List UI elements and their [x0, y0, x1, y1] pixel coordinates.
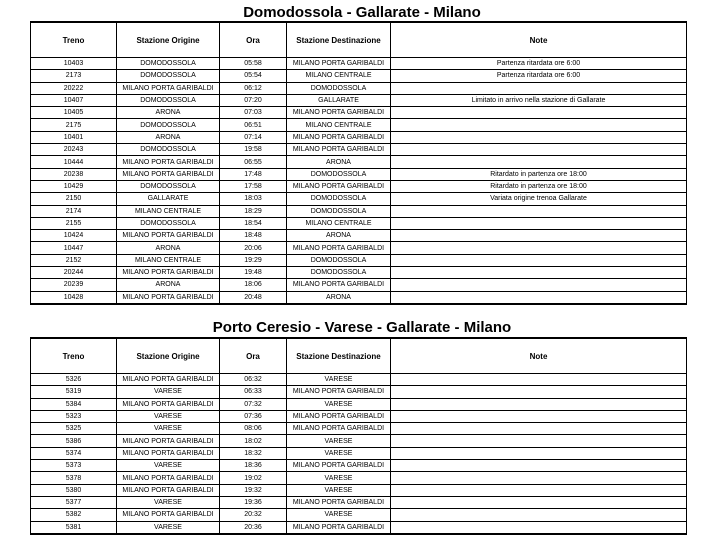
cell-treno: 20244	[31, 267, 117, 279]
cell-note	[391, 447, 687, 459]
cell-ora: 19:48	[220, 267, 287, 279]
table-row	[31, 217, 687, 229]
cell-ora: 07:36	[220, 410, 287, 422]
schedule-table	[30, 21, 687, 305]
table-row	[31, 180, 687, 192]
cell-note	[391, 410, 687, 422]
cell-ora: 17:48	[220, 168, 287, 180]
cell-stazione-origine: MILANO PORTA GARIBALDI	[117, 156, 220, 168]
table-row	[31, 82, 687, 94]
cell-stazione-origine: VARESE	[117, 410, 220, 422]
cell-stazione-destinazione: VARESE	[287, 509, 391, 521]
table-row	[31, 423, 687, 435]
cell-ora: 18:02	[220, 435, 287, 447]
cell-stazione-origine: DOMODOSSOLA	[117, 217, 220, 229]
table-row	[31, 460, 687, 472]
cell-stazione-origine: DOMODOSSOLA	[117, 58, 220, 70]
cell-stazione-origine: GALLARATE	[117, 193, 220, 205]
cell-treno: 5319	[31, 386, 117, 398]
table-row	[31, 242, 687, 254]
cell-stazione-destinazione: ARONA	[287, 230, 391, 242]
cell-treno: 5373	[31, 460, 117, 472]
cell-treno: 5325	[31, 423, 117, 435]
cell-stazione-origine: MILANO PORTA GARIBALDI	[117, 447, 220, 459]
table-row	[31, 254, 687, 266]
cell-stazione-destinazione: ARONA	[287, 156, 391, 168]
table-row	[31, 94, 687, 106]
cell-ora: 18:54	[220, 217, 287, 229]
cell-stazione-destinazione: MILANO PORTA GARIBALDI	[287, 386, 391, 398]
cell-stazione-origine: MILANO PORTA GARIBALDI	[117, 509, 220, 521]
header-stazione-origine: Stazione Origine	[117, 22, 220, 58]
cell-ora: 17:58	[220, 180, 287, 192]
cell-note	[391, 472, 687, 484]
cell-treno: 2152	[31, 254, 117, 266]
table-row	[31, 193, 687, 205]
cell-ora: 19:36	[220, 496, 287, 508]
header-note: Note	[391, 22, 687, 58]
cell-stazione-destinazione: DOMODOSSOLA	[287, 267, 391, 279]
header-note: Note	[391, 338, 687, 374]
cell-ora: 19:29	[220, 254, 287, 266]
cell-note	[391, 398, 687, 410]
cell-treno: 20243	[31, 144, 117, 156]
cell-note	[391, 460, 687, 472]
cell-ora: 06:32	[220, 374, 287, 386]
cell-stazione-destinazione: MILANO PORTA GARIBALDI	[287, 242, 391, 254]
cell-stazione-destinazione: VARESE	[287, 484, 391, 496]
cell-stazione-origine: MILANO PORTA GARIBALDI	[117, 267, 220, 279]
cell-stazione-origine: DOMODOSSOLA	[117, 119, 220, 131]
cell-ora: 19:32	[220, 484, 287, 496]
cell-treno: 2174	[31, 205, 117, 217]
cell-stazione-destinazione: MILANO CENTRALE	[287, 119, 391, 131]
table-row	[31, 156, 687, 168]
cell-note: Limitato in arrivo nella stazione di Gallarate	[391, 94, 687, 106]
cell-note	[391, 509, 687, 521]
cell-treno: 2150	[31, 193, 117, 205]
table-row	[31, 107, 687, 119]
cell-stazione-origine: DOMODOSSOLA	[117, 144, 220, 156]
cell-stazione-origine: DOMODOSSOLA	[117, 180, 220, 192]
table-row	[31, 484, 687, 496]
cell-note: Variata origine trenoa Gallarate	[391, 193, 687, 205]
cell-ora: 08:06	[220, 423, 287, 435]
cell-stazione-origine: MILANO PORTA GARIBALDI	[117, 168, 220, 180]
table-row	[31, 472, 687, 484]
cell-ora: 06:55	[220, 156, 287, 168]
cell-stazione-origine: MILANO PORTA GARIBALDI	[117, 291, 220, 304]
cell-treno: 2173	[31, 70, 117, 82]
cell-stazione-destinazione: DOMODOSSOLA	[287, 254, 391, 266]
table-row	[31, 410, 687, 422]
cell-note: Ritardato in partenza ore 18:00	[391, 180, 687, 192]
header-ora: Ora	[220, 338, 287, 374]
cell-treno: 2155	[31, 217, 117, 229]
cell-treno: 10428	[31, 291, 117, 304]
cell-treno: 10405	[31, 107, 117, 119]
table-row	[31, 168, 687, 180]
cell-stazione-origine: VARESE	[117, 423, 220, 435]
table-row	[31, 447, 687, 459]
cell-stazione-origine: ARONA	[117, 242, 220, 254]
cell-stazione-destinazione: MILANO PORTA GARIBALDI	[287, 496, 391, 508]
cell-stazione-destinazione: DOMODOSSOLA	[287, 193, 391, 205]
cell-note	[391, 267, 687, 279]
cell-stazione-destinazione: MILANO CENTRALE	[287, 70, 391, 82]
cell-stazione-destinazione: MILANO PORTA GARIBALDI	[287, 180, 391, 192]
cell-ora: 18:06	[220, 279, 287, 291]
cell-note	[391, 521, 687, 534]
cell-treno: 5382	[31, 509, 117, 521]
cell-treno: 2175	[31, 119, 117, 131]
table-row	[31, 131, 687, 143]
cell-stazione-origine: MILANO CENTRALE	[117, 205, 220, 217]
cell-note	[391, 242, 687, 254]
table-row	[31, 398, 687, 410]
cell-ora: 07:14	[220, 131, 287, 143]
cell-stazione-destinazione: ARONA	[287, 291, 391, 304]
cell-stazione-origine: VARESE	[117, 386, 220, 398]
cell-note	[391, 144, 687, 156]
cell-stazione-origine: ARONA	[117, 279, 220, 291]
cell-ora: 18:03	[220, 193, 287, 205]
cell-stazione-origine: ARONA	[117, 107, 220, 119]
cell-treno: 10444	[31, 156, 117, 168]
cell-note	[391, 374, 687, 386]
cell-stazione-destinazione: MILANO PORTA GARIBALDI	[287, 521, 391, 534]
cell-stazione-origine: ARONA	[117, 131, 220, 143]
cell-stazione-destinazione: MILANO PORTA GARIBALDI	[287, 58, 391, 70]
cell-stazione-origine: MILANO PORTA GARIBALDI	[117, 484, 220, 496]
cell-stazione-origine: MILANO CENTRALE	[117, 254, 220, 266]
cell-ora: 06:33	[220, 386, 287, 398]
cell-stazione-destinazione: VARESE	[287, 435, 391, 447]
cell-stazione-origine: VARESE	[117, 521, 220, 534]
cell-treno: 5384	[31, 398, 117, 410]
cell-ora: 19:58	[220, 144, 287, 156]
cell-stazione-origine: VARESE	[117, 496, 220, 508]
table-row	[31, 267, 687, 279]
header-ora: Ora	[220, 22, 287, 58]
cell-note	[391, 496, 687, 508]
cell-treno: 5374	[31, 447, 117, 459]
cell-stazione-destinazione: VARESE	[287, 447, 391, 459]
cell-treno: 5381	[31, 521, 117, 534]
table-row	[31, 386, 687, 398]
cell-ora: 06:51	[220, 119, 287, 131]
header-stazione-destinazione: Stazione Destinazione	[287, 338, 391, 374]
cell-stazione-origine: MILANO PORTA GARIBALDI	[117, 398, 220, 410]
schedule-table	[30, 337, 687, 535]
cell-note	[391, 386, 687, 398]
cell-note	[391, 291, 687, 304]
cell-treno: 10403	[31, 58, 117, 70]
cell-ora: 20:06	[220, 242, 287, 254]
cell-note	[391, 254, 687, 266]
header-treno: Treno	[31, 22, 117, 58]
table-row	[31, 509, 687, 521]
cell-note	[391, 205, 687, 217]
table-row	[31, 230, 687, 242]
cell-stazione-destinazione: MILANO CENTRALE	[287, 217, 391, 229]
cell-stazione-destinazione: MILANO PORTA GARIBALDI	[287, 279, 391, 291]
cell-treno: 10424	[31, 230, 117, 242]
table-row	[31, 496, 687, 508]
cell-ora: 07:03	[220, 107, 287, 119]
section-title: Porto Ceresio - Varese - Gallarate - Milano	[212, 319, 512, 336]
table-row	[31, 119, 687, 131]
cell-treno: 10407	[31, 94, 117, 106]
cell-treno: 10429	[31, 180, 117, 192]
cell-stazione-origine: DOMODOSSOLA	[117, 94, 220, 106]
cell-note	[391, 131, 687, 143]
cell-ora: 18:36	[220, 460, 287, 472]
cell-note	[391, 82, 687, 94]
cell-ora: 20:36	[220, 521, 287, 534]
header-stazione-destinazione: Stazione Destinazione	[287, 22, 391, 58]
cell-treno: 5326	[31, 374, 117, 386]
cell-stazione-origine: VARESE	[117, 460, 220, 472]
cell-ora: 07:32	[220, 398, 287, 410]
cell-note	[391, 217, 687, 229]
cell-stazione-origine: DOMODOSSOLA	[117, 70, 220, 82]
cell-note	[391, 156, 687, 168]
cell-stazione-destinazione: MILANO PORTA GARIBALDI	[287, 144, 391, 156]
cell-treno: 5323	[31, 410, 117, 422]
cell-treno: 5386	[31, 435, 117, 447]
cell-stazione-origine: MILANO PORTA GARIBALDI	[117, 472, 220, 484]
cell-ora: 18:32	[220, 447, 287, 459]
cell-treno: 5380	[31, 484, 117, 496]
cell-note	[391, 119, 687, 131]
cell-note	[391, 435, 687, 447]
cell-stazione-destinazione: GALLARATE	[287, 94, 391, 106]
table-row	[31, 374, 687, 386]
cell-stazione-destinazione: MILANO PORTA GARIBALDI	[287, 410, 391, 422]
table-row	[31, 144, 687, 156]
cell-ora: 06:12	[220, 82, 287, 94]
cell-ora: 05:58	[220, 58, 287, 70]
cell-stazione-origine: MILANO PORTA GARIBALDI	[117, 435, 220, 447]
table-header-row	[31, 22, 687, 58]
table-row	[31, 291, 687, 304]
cell-stazione-destinazione: DOMODOSSOLA	[287, 168, 391, 180]
cell-stazione-destinazione: DOMODOSSOLA	[287, 82, 391, 94]
cell-ora: 20:48	[220, 291, 287, 304]
cell-treno: 20222	[31, 82, 117, 94]
cell-stazione-origine: MILANO PORTA GARIBALDI	[117, 374, 220, 386]
section-title: Domodossola - Gallarate - Milano	[243, 4, 481, 21]
table-row	[31, 279, 687, 291]
cell-note: Ritardato in partenza ore 18:00	[391, 168, 687, 180]
cell-treno: 10401	[31, 131, 117, 143]
cell-ora: 19:02	[220, 472, 287, 484]
table-row	[31, 58, 687, 70]
cell-ora: 18:29	[220, 205, 287, 217]
cell-note	[391, 107, 687, 119]
cell-stazione-destinazione: VARESE	[287, 398, 391, 410]
cell-stazione-destinazione: VARESE	[287, 472, 391, 484]
cell-ora: 05:54	[220, 70, 287, 82]
cell-ora: 18:48	[220, 230, 287, 242]
cell-note	[391, 484, 687, 496]
cell-stazione-origine: MILANO PORTA GARIBALDI	[117, 82, 220, 94]
cell-stazione-destinazione: DOMODOSSOLA	[287, 205, 391, 217]
cell-ora: 07:20	[220, 94, 287, 106]
table-row	[31, 435, 687, 447]
cell-treno: 20239	[31, 279, 117, 291]
table-header-row	[31, 338, 687, 374]
cell-stazione-origine: MILANO PORTA GARIBALDI	[117, 230, 220, 242]
cell-treno: 10447	[31, 242, 117, 254]
cell-treno: 5378	[31, 472, 117, 484]
cell-treno: 5377	[31, 496, 117, 508]
cell-stazione-destinazione: MILANO PORTA GARIBALDI	[287, 107, 391, 119]
cell-stazione-destinazione: MILANO PORTA GARIBALDI	[287, 131, 391, 143]
table-row	[31, 521, 687, 534]
cell-note	[391, 423, 687, 435]
header-stazione-origine: Stazione Origine	[117, 338, 220, 374]
cell-note: Partenza ritardata ore 6:00	[391, 58, 687, 70]
table-row	[31, 205, 687, 217]
cell-note	[391, 230, 687, 242]
cell-treno: 20238	[31, 168, 117, 180]
cell-ora: 20:32	[220, 509, 287, 521]
cell-stazione-destinazione: VARESE	[287, 374, 391, 386]
table-row	[31, 70, 687, 82]
header-treno: Treno	[31, 338, 117, 374]
cell-note: Partenza ritardata ore 6:00	[391, 70, 687, 82]
cell-stazione-destinazione: MILANO PORTA GARIBALDI	[287, 460, 391, 472]
cell-note	[391, 279, 687, 291]
cell-stazione-destinazione: MILANO PORTA GARIBALDI	[287, 423, 391, 435]
